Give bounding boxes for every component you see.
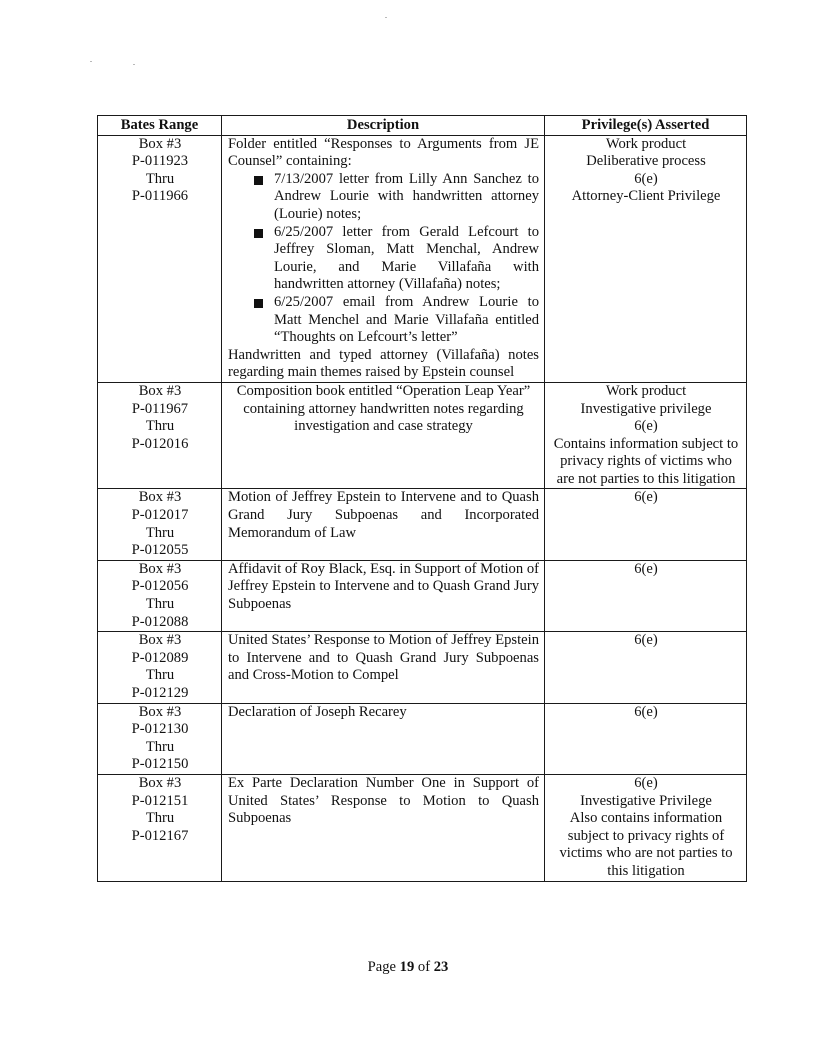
bates-end: P-012016 (131, 435, 189, 452)
description-cell (222, 703, 545, 774)
page-number: 19 (399, 959, 415, 975)
header-bates-range: Bates Range (98, 116, 222, 136)
scan-speck (90, 61, 92, 62)
privilege-cell (545, 774, 747, 881)
bates-box: Box #3 (138, 703, 182, 720)
bates-box: Box #3 (138, 135, 182, 152)
privilege-item: Contains information subject to privacy rights of victims who are not parties to this litigation (553, 435, 739, 487)
description-text: Declaration of Joseph Recarey (228, 703, 407, 720)
table-header-row (98, 116, 747, 136)
description-text: Affidavit of Roy Black, Esq. in Support of Motion of Jeffrey Epstein to Intervene and to Quash Grand Jury Subpoenas (228, 560, 539, 613)
description-cell (222, 382, 545, 489)
privilege-cell (545, 382, 747, 489)
list-item (274, 294, 539, 347)
square-bullet-icon (254, 299, 263, 308)
description-cell (222, 560, 545, 631)
bates-range-cell (98, 774, 222, 881)
description-intro: Folder entitled “Responses to Arguments from JE Counsel” containing: (228, 135, 539, 170)
list-item (274, 224, 539, 294)
description-text: Composition book entitled “Operation Leap Year” containing attorney handwritten notes regarding investigation and case strategy (236, 382, 531, 435)
table-row (98, 135, 747, 382)
description-text: United States’ Response to Motion of Jeffrey Epstein to Intervene and to Quash Grand Jury Subpoenas and Cross-Motion to Compel (228, 632, 539, 684)
privilege-item: Investigative Privilege (580, 792, 712, 809)
square-bullet-icon (254, 176, 263, 185)
description-cell (222, 632, 545, 703)
description-text: Motion of Jeffrey Epstein to Intervene and to Quash Grand Jury Subpoenas and Incorporated Memorandum of Law (228, 489, 539, 541)
header-privileges: Privilege(s) Asserted (545, 116, 747, 136)
description-cell (222, 135, 545, 382)
privilege-item: 6(e) (634, 170, 658, 187)
bates-range-cell (98, 703, 222, 774)
bates-thru: Thru (145, 418, 175, 435)
privilege-item: Work product (605, 135, 687, 152)
privilege-cell (545, 489, 747, 560)
bates-range-cell (98, 632, 222, 703)
list-item (274, 171, 539, 224)
bates-end: P-012167 (131, 827, 189, 844)
page-of-label: of (417, 959, 431, 975)
bates-start: P-012017 (131, 507, 189, 524)
privilege-item: 6(e) (634, 632, 658, 649)
bates-thru: Thru (145, 170, 175, 187)
table-row (98, 774, 747, 881)
bates-box: Box #3 (138, 489, 182, 506)
description-cell (222, 489, 545, 560)
bates-start: P-012089 (131, 649, 189, 666)
list-item-text: 6/25/2007 letter from Gerald Lefcourt to Jeffrey Sloman, Matt Menchal, Andrew Lourie, and Marie Villafaña with handwritten attorney (Villafaña) notes; (274, 223, 539, 293)
bates-thru: Thru (145, 810, 175, 827)
bates-start: P-012056 (131, 578, 189, 595)
privilege-item: Deliberative process (586, 153, 706, 170)
square-bullet-icon (254, 229, 263, 238)
privilege-item: Also contains information subject to privacy rights of victims who are not parties to this litigation (559, 810, 733, 879)
privilege-log-table-container (97, 115, 746, 882)
privilege-cell (545, 632, 747, 703)
bates-end: P-012129 (131, 685, 189, 701)
bates-range-cell (98, 560, 222, 631)
list-item-text: 7/13/2007 letter from Lilly Ann Sanchez to Andrew Lourie with handwritten attorney (Lourie) notes; (274, 170, 539, 222)
bates-thru: Thru (145, 524, 175, 541)
bates-start: P-011967 (131, 400, 189, 417)
bates-thru: Thru (145, 667, 175, 684)
scan-speck (385, 17, 387, 18)
privilege-item: 6(e) (634, 418, 658, 435)
bates-range-cell (98, 489, 222, 560)
privilege-item: 6(e) (634, 560, 658, 577)
bates-start: P-011923 (131, 153, 189, 170)
table-row (98, 489, 747, 560)
document-item-list (228, 171, 539, 347)
privilege-item: 6(e) (634, 774, 658, 791)
description-outro: Handwritten and typed attorney (Villafaña) notes regarding main themes raised by Epstein counsel (228, 346, 539, 381)
table-row (98, 382, 747, 489)
list-item-text: 6/25/2007 email from Andrew Lourie to Matt Menchel and Marie Villafaña entitled “Thoughts on Lefcourt’s letter” (274, 293, 539, 346)
bates-thru: Thru (145, 738, 175, 755)
privilege-item: Investigative privilege (580, 400, 712, 417)
privilege-item: Attorney-Client Privilege (571, 188, 721, 205)
table-row (98, 632, 747, 703)
bates-range-cell (98, 382, 222, 489)
page-total: 23 (433, 959, 449, 975)
table-row (98, 560, 747, 631)
description-cell (222, 774, 545, 881)
page-footer (0, 959, 816, 976)
page-label: Page (367, 959, 397, 975)
table-row (98, 703, 747, 774)
privilege-item: 6(e) (634, 703, 658, 720)
scan-speck (133, 64, 135, 65)
privilege-cell (545, 560, 747, 631)
bates-start: P-012130 (131, 721, 189, 738)
header-description: Description (222, 116, 545, 136)
privilege-cell (545, 703, 747, 774)
bates-range-cell (98, 135, 222, 382)
bates-end: P-012088 (131, 613, 189, 630)
bates-end: P-012055 (131, 542, 189, 559)
privilege-log-table (97, 115, 747, 882)
bates-start: P-012151 (131, 792, 189, 809)
bates-end: P-012150 (131, 756, 189, 773)
bates-thru: Thru (145, 596, 175, 613)
privilege-cell (545, 135, 747, 382)
bates-end: P-011966 (131, 188, 189, 205)
description-text: Ex Parte Declaration Number One in Support of United States’ Response to Motion to Quash Subpoenas (228, 774, 539, 827)
bates-box: Box #3 (138, 632, 182, 649)
privilege-item: Work product (605, 382, 687, 399)
bates-box: Box #3 (138, 774, 182, 791)
privilege-item: 6(e) (634, 489, 658, 506)
bates-box: Box #3 (138, 560, 182, 577)
bates-box: Box #3 (138, 382, 182, 399)
